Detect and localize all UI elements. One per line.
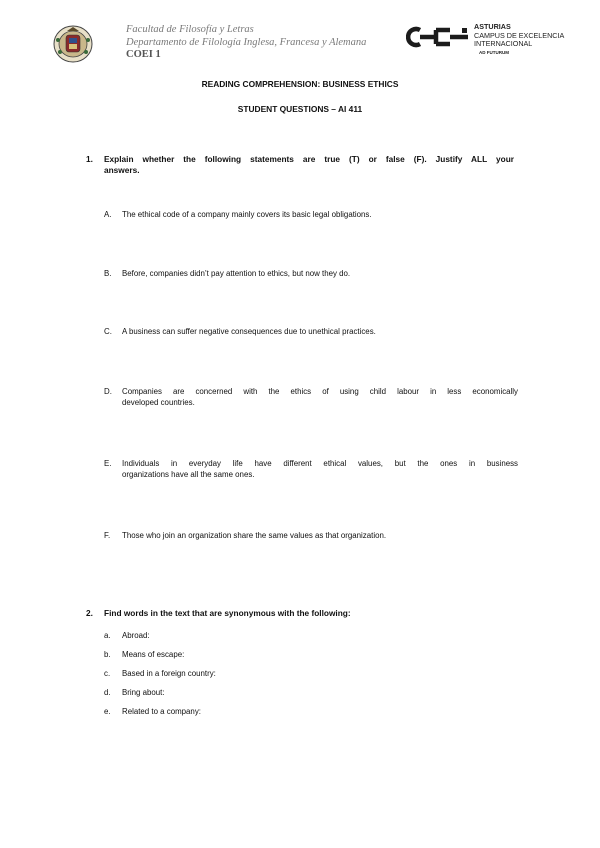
campus-subtitle: INTERNACIONAL [474,39,533,49]
question-2-prompt: Find words in the text that are synonymous with the following: [104,608,351,618]
question-2-number: 2. [86,608,93,618]
department-name: Departamento de Filología Inglesa, Francesa y Alemana [126,36,367,48]
document-title: READING COMPREHENSION: BUSINESS ETHICS [201,79,399,89]
campus-title: CAMPUS DE EXCELENCIA [474,30,565,40]
faculty-heading [126,24,366,62]
campus-motto: AD FUTURUM [479,49,509,55]
document-subtitle: STUDENT QUESTIONS – AI 411 [237,104,363,114]
university-seal-icon [52,22,94,64]
document-page: Facultad de Filosofía y Letras Departamento de Filología Inglesa, Francesa y Alemana COEI 1 ASTURIAS CAMPUS DE EXCELENCIA INTERNACIONAL AD FUTURUM READING COMPREHENSION: BUSINESS ETHICS STUDENT QUESTIONS – AI 411 1. Explain whether the following statements are true (T) or false (F). Justify ALL your answers. A. The ethical code of a company mainly covers its basic legal obligations. B. Before, companies didn’t pay attention to ethics, but now they do. C. A business can suffer negative consequences due to unethical practices. D. Companies are concerned with the ethics of using child labour in less economically developed countries. E. Individuals in everyday life have different ethical values, but the ones in business organizations have all the same ones. F. Those who join an organization share the same values as that organization. 2. Find words in the text that are synonymous with the following: a. Abroad: b. Means of escape: c. Based in a foreign country: d. Bring about: e. Related to a company: [0,0,600,848]
faculty-name: Facultad de Filosofía y Letras [126,24,254,35]
cei-logo-icon [406,24,470,50]
campus-region: ASTURIAS [474,22,511,31]
campus-heading [474,23,564,57]
question-1-number: 1. [86,154,93,164]
course-code: COEI 1 [126,49,161,60]
question-1-prompt: Explain whether the following statements are true (T) or false (F). Justify ALL your answers. [104,154,514,175]
